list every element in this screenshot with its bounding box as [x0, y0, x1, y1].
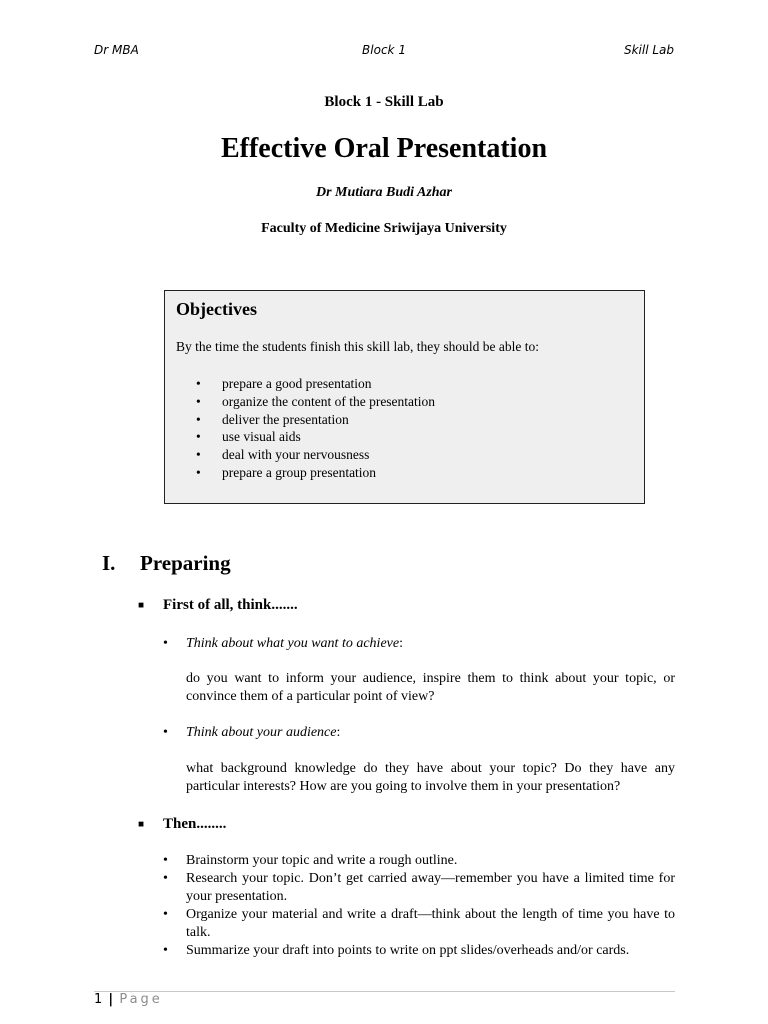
objectives-box	[164, 290, 645, 504]
think-audience-label: Think about your audience	[186, 725, 337, 740]
objective-text: prepare a group presentation	[222, 464, 377, 480]
square-bullet-icon: ■	[138, 600, 145, 611]
header-right: Skill Lab	[623, 43, 674, 57]
document-title: Effective Oral Presentation	[220, 133, 548, 164]
then-item: Organize your material and write a draft—think about the length of time you have to talk.	[186, 907, 675, 940]
footer-divider	[94, 991, 675, 992]
list-item	[196, 464, 435, 482]
then-item: Brainstorm your topic and write a rough outline.	[186, 853, 458, 868]
page-number: 1	[94, 992, 103, 1007]
then-item: Research your topic. Don’t get carried away—remember you have a limited time for your presentation.	[186, 871, 675, 904]
header-center: Block 1	[362, 43, 406, 57]
label-colon: :	[336, 725, 341, 740]
objectives-list	[196, 375, 435, 482]
think-achieve-label-line	[186, 635, 403, 653]
bullet-icon: •	[196, 393, 201, 409]
objective-text: organize the content of the presentation	[222, 393, 436, 409]
objective-text: prepare a good presentation	[222, 376, 372, 391]
then-item: Summarize your draft into points to write on ppt slides/overheads and/or cards.	[186, 943, 630, 958]
subheading-think: First of all, think.......	[163, 597, 298, 613]
list-item	[196, 428, 435, 446]
objectives-intro: By the time the students finish this skill lab, they should be able to:	[176, 339, 539, 354]
page-label: Page	[119, 992, 163, 1007]
bullet-icon: •	[163, 853, 168, 868]
document-subtitle: Block 1 - Skill Lab	[324, 94, 444, 110]
bullet-icon: •	[163, 943, 168, 958]
list-item	[196, 375, 435, 393]
objective-text: deliver the presentation	[222, 411, 349, 427]
objectives-title: Objectives	[176, 299, 257, 319]
list-item	[196, 446, 435, 464]
label-colon: :	[399, 636, 403, 651]
bullet-icon: •	[163, 907, 168, 922]
bullet-icon: •	[196, 464, 201, 480]
bullet-icon: •	[163, 871, 168, 886]
faculty-name: Faculty of Medicine Sriwijaya University	[261, 221, 507, 236]
bullet-icon: •	[196, 411, 201, 427]
bullet-icon: •	[196, 376, 201, 391]
header-left: Dr MBA	[94, 43, 139, 57]
author-name: Dr Mutiara Budi Azhar	[315, 185, 453, 200]
page-footer	[94, 992, 163, 1007]
footer-separator: |	[108, 992, 114, 1007]
think-achieve-text: do you want to inform your audience, inspire them to think about your topic, or convince them of a particular point of view?	[186, 671, 675, 704]
section-number: I.	[102, 551, 116, 575]
list-item	[196, 393, 435, 411]
section-title: Preparing	[140, 551, 231, 575]
list-item	[196, 411, 435, 429]
think-audience-label-line	[186, 724, 340, 742]
bullet-icon: •	[163, 636, 168, 651]
bullet-icon: •	[163, 725, 168, 740]
bullet-icon: •	[196, 429, 201, 445]
think-audience-text: what background knowledge do they have about your topic? Do they have any particular interests? How are you going to involve them in your presentation?	[186, 761, 675, 794]
square-bullet-icon: ■	[138, 819, 145, 830]
subheading-then: Then........	[163, 816, 227, 832]
objective-text: deal with your nervousness	[222, 447, 370, 463]
bullet-icon: •	[196, 447, 201, 463]
think-achieve-label: Think about what you want to achieve	[186, 636, 400, 651]
objective-text: use visual aids	[222, 429, 301, 445]
